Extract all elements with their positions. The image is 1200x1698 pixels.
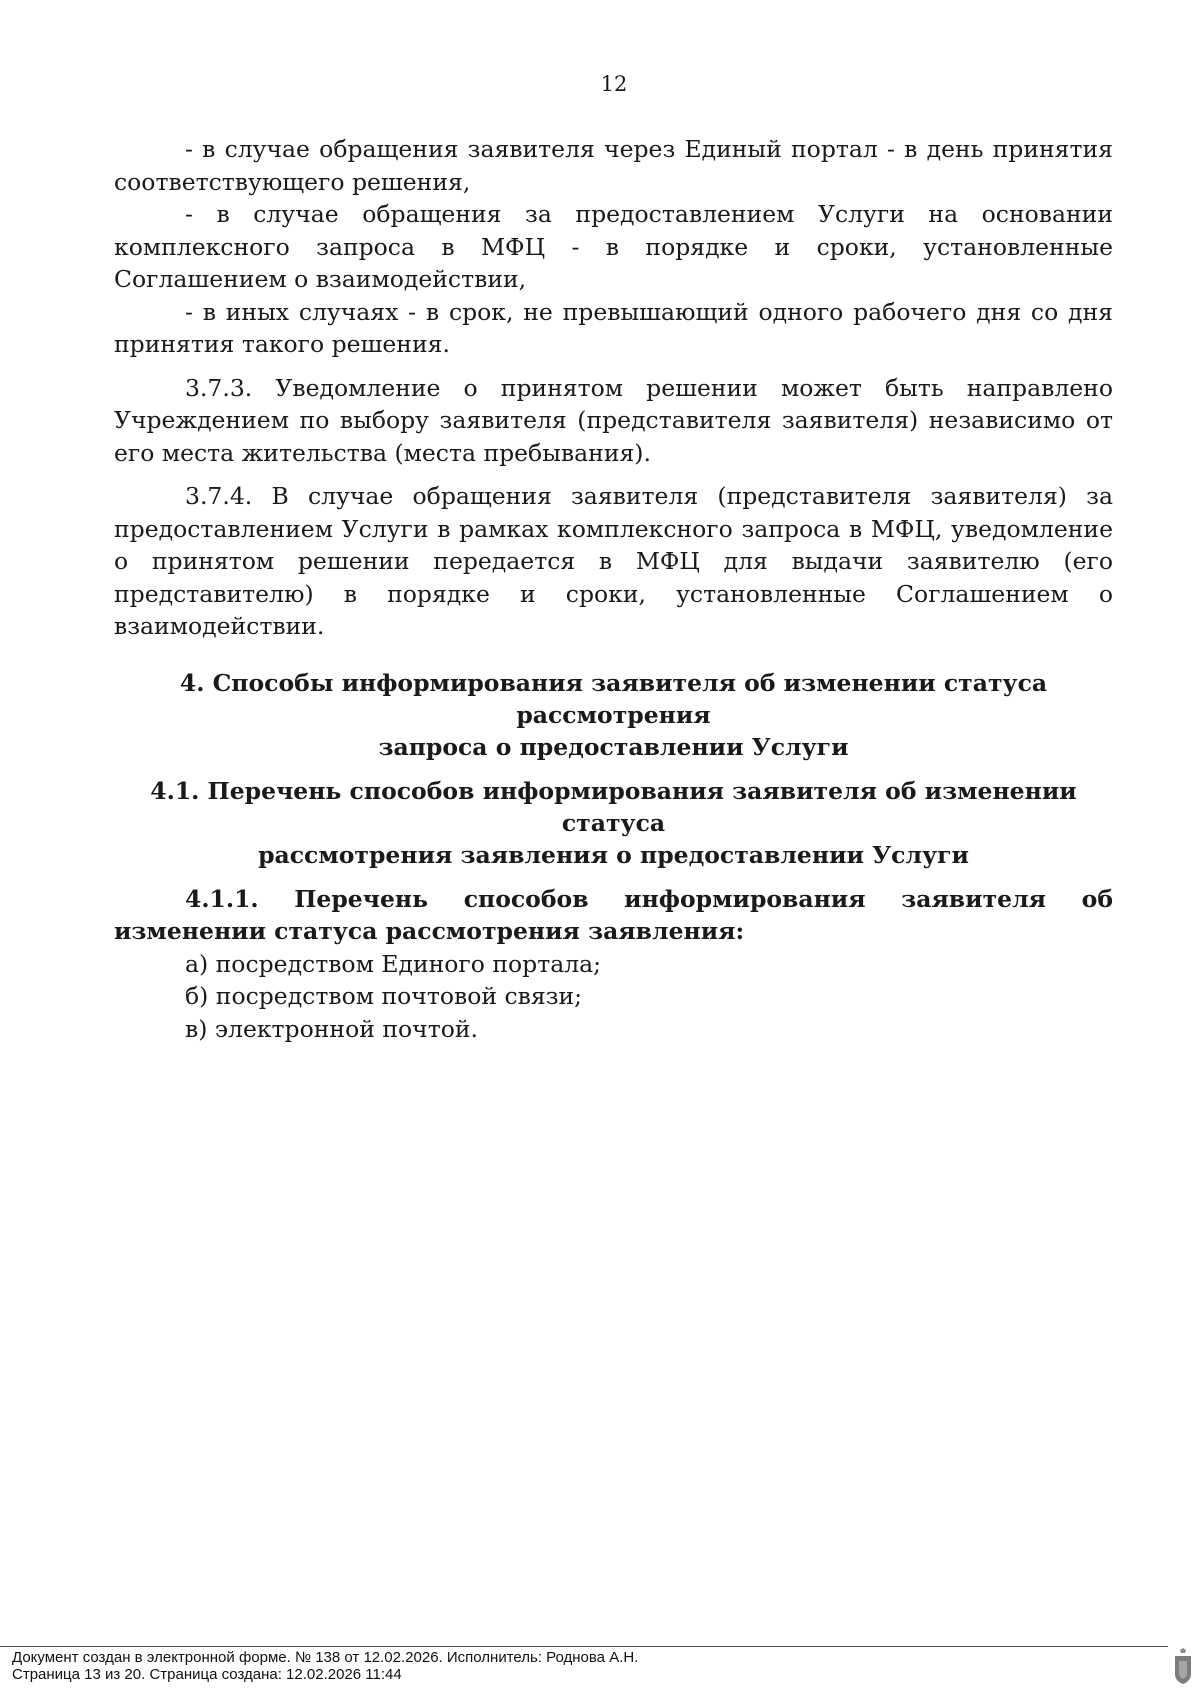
footer [12, 1649, 638, 1683]
footer-line-1: Документ создан в электронной форме. № 138 от 12.02.2026. Исполнитель: Роднова А.Н. [12, 1649, 639, 1666]
paragraph-3-7-4: 3.7.4. В случае обращения заявителя (представителя заявителя) за предоставлением Услуги в рамках комплексного запроса в МФЦ, уведомление о принятом решении передается в МФЦ для выдачи заявителю (его представителю) в порядке и сроки, установленные Соглашением о взаимодействии. [114, 482, 1113, 640]
section-4-1-1-heading: 4.1.1. Перечень способов информирования заявителя об изменении статуса рассмотрения заявления: [114, 884, 1113, 945]
section-4-1-heading-line2: рассмотрения заявления о предоставлении Услуги [258, 840, 969, 869]
paragraph-other-cases: - в иных случаях - в срок, не превышающий одного рабочего дня со дня принятия такого решения. [114, 297, 1113, 358]
footer-divider [0, 1646, 1168, 1647]
paragraph-mfc-request: - в случае обращения за предоставлением Услуги на основании комплексного запроса в МФЦ - в порядке и сроки, установленные Соглашением о взаимодействии, [114, 200, 1113, 293]
coat-of-arms-icon [1172, 1647, 1194, 1685]
section-4-heading-line1: 4. Способы информирования заявителя об изменении статуса рассмотрения [179, 668, 1048, 729]
footer-line-2: Страница 13 из 20. Страница создана: 12.02.2026 11:44 [12, 1666, 402, 1683]
section-4-1-heading-line1: 4.1. Перечень способов информирования заявителя об изменении статуса [150, 776, 1077, 837]
list-item: в) электронной почтой. [185, 1014, 478, 1043]
list-item: б) посредством почтовой связи; [185, 982, 583, 1010]
page-number: 12 [600, 72, 628, 96]
section-4-heading-line2: запроса о предоставлении Услуги [378, 732, 849, 761]
document-body [114, 133, 1113, 1045]
list-item: а) посредством Единого портала; [185, 949, 602, 978]
paragraph-portal: - в случае обращения заявителя через Единый портал - в день принятия соответствующего решения, [114, 135, 1113, 196]
section-4-heading [114, 667, 1113, 763]
section-4-1-heading [114, 775, 1113, 871]
paragraph-3-7-3: 3.7.3. Уведомление о принятом решении может быть направлено Учреждением по выбору заявителя (представителя заявителя) независимо от его места жительства (места пребывания). [114, 373, 1113, 467]
